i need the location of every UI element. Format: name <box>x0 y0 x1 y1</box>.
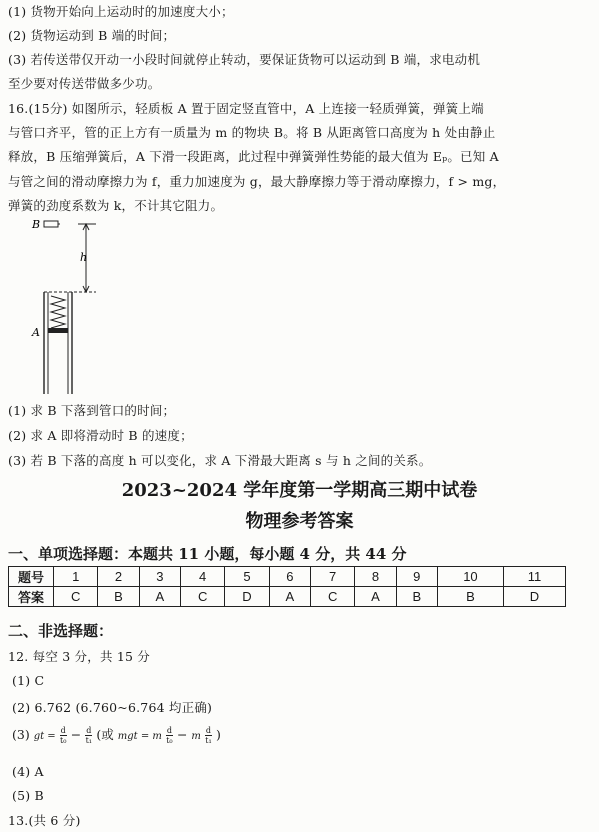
q12-answer-1: (1) C <box>12 673 45 688</box>
section-1-heading: 一、单项选择题：本题共 11 小题，每小题 4 分，共 44 分 <box>8 545 407 563</box>
q12-header: 12. 每空 3 分，共 15 分 <box>8 649 151 664</box>
fraction-d-over-t1: $\frac{d}{\text{t₁}}$ <box>205 726 212 745</box>
answer-cell: B <box>98 587 139 607</box>
fraction-d-over-t0: $\frac{d}{\text{t₀}}$ <box>60 726 67 745</box>
q12-answer-2: (2) 6.762 (6.760~6.764 均正确) <box>12 700 213 715</box>
question-number: 8 <box>355 567 396 587</box>
fraction-d-over-t1: $\frac{d}{\text{t₁}}$ <box>85 726 93 745</box>
answer-table <box>8 566 566 607</box>
table-row-label: 答案 <box>9 587 54 607</box>
problem16-text-line: 16.(15分) 如图所示，轻质板 A 置于固定竖直管中，A 上连接一轻质弹簧，弹簧上端 <box>8 101 484 116</box>
plate-a <box>48 328 68 333</box>
answer-key-subtitle: 物理参考答案 <box>245 511 354 532</box>
eq-alt-lhs: mgt = m <box>117 731 162 742</box>
problem15-question-1: (1) 货物开始向上运动时的加速度大小； <box>8 4 234 19</box>
question-number: 5 <box>225 567 269 587</box>
answer-cell: A <box>355 587 396 607</box>
problem16-text-line: 弹簧的劲度系数为 k，不计其它阻力。 <box>8 198 224 213</box>
problem15-question-3-cont: 至少要对传送带做多少功。 <box>8 76 161 91</box>
figure-label-b: B <box>32 218 41 231</box>
answer-cell: B <box>396 587 437 607</box>
problem16-text-line: 释放，B 压缩弹簧后，A 下滑一段距离，此过程中弹簧弹性势能的最大值为 Eₚ。已知 A <box>8 149 499 164</box>
question-number: 2 <box>98 567 139 587</box>
problem15-question-2: (2) 货物运动到 B 端的时间； <box>8 28 176 43</box>
q12-answer-3: (3) gt = $\frac{d}{\text{t₀}}$ − $\frac{d}{\text{t₁}}$ (或 mgt = m $\frac{d}{\text{t₀}}$ − m $\frac{d}{\text{t₁}}$ ) <box>12 726 221 745</box>
q12-answer-5: (5) B <box>12 788 44 803</box>
spring <box>51 296 65 328</box>
answer-cell: A <box>139 587 180 607</box>
question-number: 10 <box>437 567 503 587</box>
section-2-heading: 二、非选择题： <box>8 622 114 640</box>
answer-cell: C <box>180 587 224 607</box>
problem16-text-line: 与管之间的滑动摩擦力为 f，重力加速度为 g，最大静摩擦力等于滑动摩擦力，f > mg， <box>8 174 506 189</box>
answer-cell: D <box>225 587 269 607</box>
q13-header: 13.(共 6 分) <box>8 813 81 828</box>
question-number: 9 <box>396 567 437 587</box>
answer-cell: C <box>54 587 98 607</box>
q12-answer-4: (4) A <box>12 764 44 779</box>
exam-title: 2023~2024 学年度第一学期高三期中试卷 <box>121 480 478 501</box>
block-b <box>44 221 58 227</box>
table-row-label: 题号 <box>9 567 54 587</box>
q12-answer-3-prefix: (3) <box>12 727 30 742</box>
fraction-d-over-t0: $\frac{d}{\text{t₀}}$ <box>166 726 173 745</box>
figure-label-a: A <box>32 326 40 339</box>
problem16-question-1: (1) 求 B 下落到管口的时间； <box>8 403 176 418</box>
problem15-question-3: (3) 若传送带仅开动一小段时间就停止转动，要保证货物可以运动到 B 端，求电动机 <box>8 52 481 67</box>
answer-cell: C <box>310 587 354 607</box>
answer-cell: D <box>503 587 565 607</box>
question-number: 1 <box>54 567 98 587</box>
figure-label-h: h <box>80 251 88 264</box>
question-number: 11 <box>503 567 565 587</box>
problem16-text-line: 与管口齐平，管的正上方有一质量为 m 的物块 B。将 B 从距离管口高度为 h 处由静止 <box>8 125 496 140</box>
question-number: 3 <box>139 567 180 587</box>
answer-cell: A <box>269 587 310 607</box>
question-number: 7 <box>310 567 354 587</box>
question-number: 6 <box>269 567 310 587</box>
answer-cell: B <box>437 587 503 607</box>
eq-alt-open: (或 <box>96 727 114 742</box>
table-row <box>9 587 566 607</box>
table-row <box>9 567 566 587</box>
spring-tube-figure <box>30 216 120 396</box>
question-number: 4 <box>180 567 224 587</box>
problem16-question-2: (2) 求 A 即将滑动时 B 的速度； <box>8 428 193 443</box>
problem16-question-3: (3) 若 B 下落的高度 h 可以变化，求 A 下滑最大距离 s 与 h 之间的关系。 <box>8 453 432 468</box>
eq-lhs: gt = <box>33 731 56 742</box>
